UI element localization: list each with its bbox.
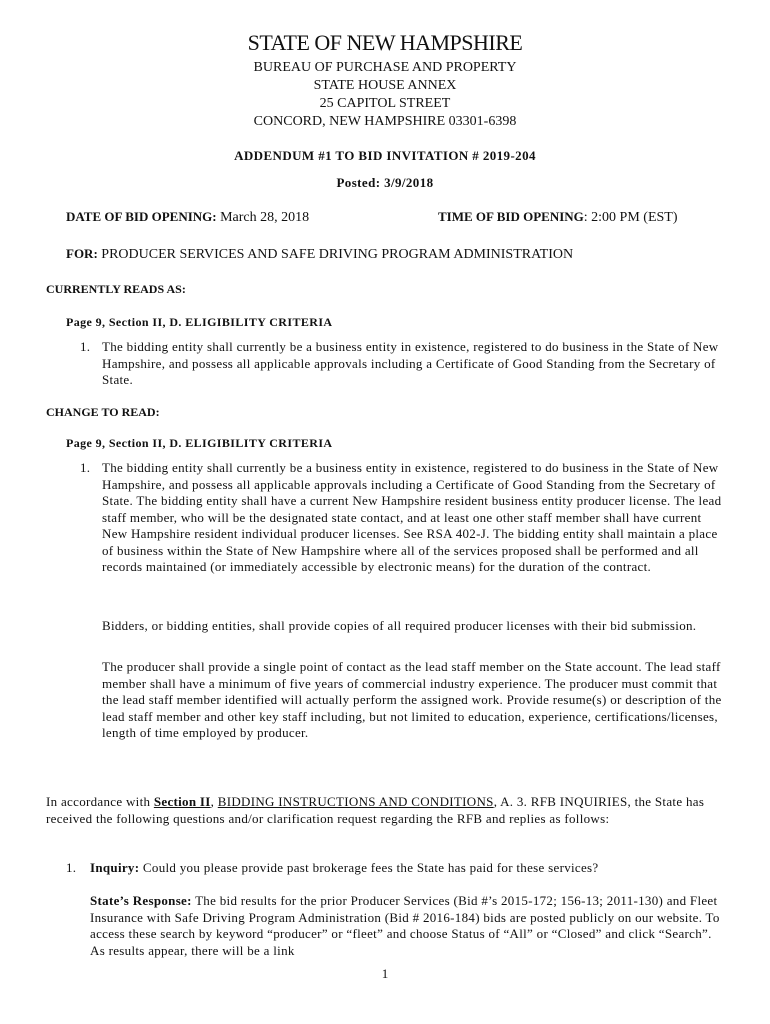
change-to-read-heading: CHANGE TO READ:	[46, 405, 160, 419]
street-address: 25 CAPITOL STREET	[319, 96, 451, 111]
response-label: State’s Response:	[90, 893, 192, 908]
inquiry-label: Inquiry:	[90, 860, 140, 875]
time-of-bid-opening	[438, 209, 678, 226]
date-label: DATE OF BID OPENING:	[66, 209, 217, 224]
response-text: The bid results for the prior Producer Services (Bid #’s 2015-172; 156-13; 2011-130) and Fleet Insurance with Safe Driving Program Administration (Bid # 2016-184) bids are posted publicly on our website. To access these search by keyword “producer” or “fleet” and choose Status of “All” or “Closed” and click “Search”. As results appear, there will be a link	[90, 893, 720, 958]
change-item-text: The bidding entity shall currently be a business entity in existence, registered to do business in the State of New Hampshire, and possess all applicable approvals including a Certificate of Good Standing from the Secretary of State. The bidding entity shall have a current New Hampshire resident business entity producer license. The lead staff member, who will be the designated state contact, and at least one other staff member shall have current New Hampshire resident individual producer licenses. See RSA 402-J. The bidding entity shall maintain a place of business within the State of New Hampshire where all of the services proposed shall be performed and all records maintained (or immediately accessible by electronic means) for the duration of the contract.	[102, 460, 722, 574]
time-label: TIME OF BID OPENING	[438, 209, 584, 224]
document-title: STATE OF NEW HAMPSHIRE	[247, 30, 523, 55]
section-ii-reference: Section II	[153, 794, 211, 809]
change-subheading: Page 9, Section II, D. ELIGIBILITY CRITERIA	[66, 436, 333, 450]
currently-item-text: The bidding entity shall currently be a business entity in existence, registered to do business in the State of New Hampshire, and possess all applicable approvals including a Certificate of Good Standing from the Secretary of State.	[102, 339, 719, 387]
inquiry-question: Could you please provide past brokerage fees the State has paid for these services?	[139, 860, 599, 875]
for-line	[66, 246, 573, 263]
change-paragraph-3: The producer shall provide a single point of contact as the lead staff member on the State account. The lead staff member shall have a minimum of five years of commercial industry experience. The producer must commit that the lead staff member identified will actually perform the assigned work. Provide resume(s) or description of the lead staff member and other key staff including, but not limited to education, experience, certifications/licenses, length of time employed by producer.	[102, 659, 722, 740]
date-value: March 28, 2018	[216, 210, 310, 225]
page-number: 1	[381, 966, 389, 981]
change-paragraph-2: Bidders, or bidding entities, shall provide copies of all required producer licenses with their bid submission.	[102, 618, 697, 633]
state-response	[90, 893, 724, 959]
city-address: CONCORD, NEW HAMPSHIRE 03301-6398	[253, 114, 517, 129]
annex-name: STATE HOUSE ANNEX	[313, 78, 457, 93]
addendum-heading: ADDENDUM #1 TO BID INVITATION # 2019-204	[234, 148, 536, 163]
accordance-pre: In accordance with	[46, 794, 154, 809]
currently-reads-heading: CURRENTLY READS AS:	[46, 282, 186, 296]
time-value: : 2:00 PM (EST)	[583, 210, 678, 225]
currently-subheading: Page 9, Section II, D. ELIGIBILITY CRITERIA	[66, 315, 333, 329]
date-of-bid-opening	[66, 209, 309, 226]
bureau-name: BUREAU OF PURCHASE AND PROPERTY	[253, 60, 517, 75]
inquiry-number: 1.	[66, 860, 77, 875]
accordance-post: , A. 3. RFB INQUIRIES, the State has received the following questions and/or clarification request regarding the RFB and replies as follows:	[46, 794, 705, 826]
currently-item-number: 1.	[80, 339, 91, 354]
for-value: PRODUCER SERVICES AND SAFE DRIVING PROGRAM ADMINISTRATION	[97, 247, 574, 262]
accordance-mid: ,	[210, 794, 218, 809]
accordance-paragraph	[46, 794, 706, 827]
bidding-instructions-reference: BIDDING INSTRUCTIONS AND CONDITIONS	[217, 794, 494, 809]
change-item-number: 1.	[80, 460, 91, 475]
posted-date: Posted: 3/9/2018	[336, 175, 434, 190]
for-label: FOR:	[66, 246, 98, 261]
inquiry-text	[90, 860, 730, 877]
